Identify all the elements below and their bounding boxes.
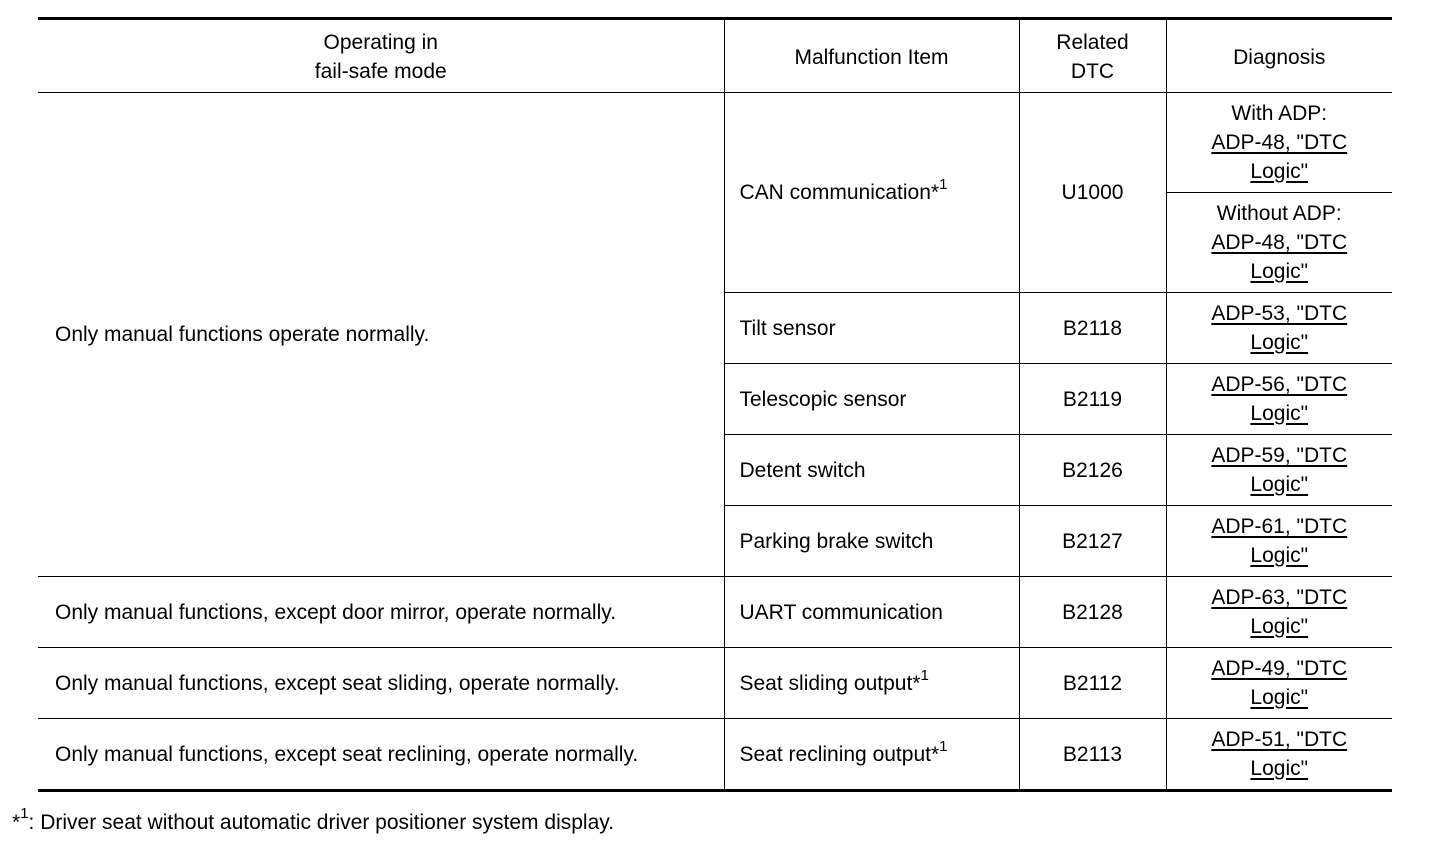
diagnosis-link[interactable] xyxy=(1211,654,1347,712)
diagnosis-cell xyxy=(1166,435,1392,506)
malfunction-item-cell xyxy=(724,719,1019,791)
diagnosis-link[interactable] xyxy=(1211,512,1347,570)
diagnosis-cell xyxy=(1166,193,1392,293)
table-row xyxy=(38,93,1392,193)
malfunction-item-text: Seat reclining output* xyxy=(739,742,940,766)
diagnosis-link-line1[interactable]: ADP-48, "DTC xyxy=(1211,131,1348,154)
diagnosis-link-line1[interactable]: ADP-49, "DTC xyxy=(1211,657,1348,680)
header-dtc-line1: Related xyxy=(1056,31,1129,54)
diagnosis-link-line2[interactable]: Logic" xyxy=(1250,160,1309,183)
diagnosis-link[interactable] xyxy=(1211,228,1347,286)
footnote-marker-sup: 1 xyxy=(20,805,29,822)
malfunction-item-cell: Telescopic sensor xyxy=(724,364,1019,435)
malfunction-item-cell: Detent switch xyxy=(724,435,1019,506)
diagnosis-link-line2[interactable]: Logic" xyxy=(1250,473,1309,496)
diagnosis-link-line1[interactable]: ADP-61, "DTC xyxy=(1211,515,1348,538)
fail-safe-mode-cell: Only manual functions operate normally. xyxy=(38,93,724,577)
diagnosis-cell xyxy=(1166,719,1392,791)
table-header-row xyxy=(38,19,1392,93)
diagnosis-link-line2[interactable]: Logic" xyxy=(1250,331,1309,354)
malfunction-item-text: Seat sliding output* xyxy=(739,671,921,695)
diagnosis-link-line1[interactable]: ADP-56, "DTC xyxy=(1211,373,1348,396)
footnote-ref-sup: 1 xyxy=(920,666,929,684)
footnote xyxy=(12,805,615,837)
malfunction-item-cell: Parking brake switch xyxy=(724,506,1019,577)
header-mode-line2: fail-safe mode xyxy=(314,60,447,83)
header-malfunction-item: Malfunction Item xyxy=(724,19,1019,93)
malfunction-item-cell: Tilt sensor xyxy=(724,293,1019,364)
header-dtc-line2: DTC xyxy=(1070,60,1115,83)
diagnosis-cell xyxy=(1166,577,1392,648)
diagnosis-cell xyxy=(1166,293,1392,364)
dtc-cell: B2126 xyxy=(1019,435,1166,506)
dtc-cell: B2119 xyxy=(1019,364,1166,435)
malfunction-item-cell xyxy=(724,648,1019,719)
table-row xyxy=(38,719,1392,791)
diagnosis-link-line1[interactable]: ADP-51, "DTC xyxy=(1211,728,1348,751)
dtc-cell: U1000 xyxy=(1019,93,1166,293)
diagnosis-link-line1[interactable]: ADP-59, "DTC xyxy=(1211,444,1348,467)
dtc-cell: B2118 xyxy=(1019,293,1166,364)
footnote-ref-sup: 1 xyxy=(939,737,948,755)
fail-safe-mode-cell: Only manual functions, except seat reclining, operate normally. xyxy=(38,719,724,791)
diagnosis-link-line2[interactable]: Logic" xyxy=(1250,615,1309,638)
diagnosis-link[interactable] xyxy=(1211,725,1347,783)
diagnosis-link-line2[interactable]: Logic" xyxy=(1250,544,1309,567)
diagnosis-link[interactable] xyxy=(1211,299,1347,357)
diagnosis-link-line1[interactable]: ADP-48, "DTC xyxy=(1211,231,1348,254)
malfunction-item-cell: UART communication xyxy=(724,577,1019,648)
fail-safe-mode-cell: Only manual functions, except seat sliding, operate normally. xyxy=(38,648,724,719)
diagnosis-link-line2[interactable]: Logic" xyxy=(1250,686,1309,709)
header-diagnosis: Diagnosis xyxy=(1166,19,1392,93)
diagnosis-prefix: With ADP: xyxy=(1231,102,1328,125)
diagnosis-cell xyxy=(1166,648,1392,719)
footnote-ref-sup: 1 xyxy=(939,176,948,193)
dtc-cell: B2128 xyxy=(1019,577,1166,648)
diagnosis-cell xyxy=(1166,506,1392,577)
diagnosis-link-line2[interactable]: Logic" xyxy=(1250,757,1309,780)
dtc-cell: B2127 xyxy=(1019,506,1166,577)
header-operating-mode xyxy=(38,19,724,93)
header-related-dtc xyxy=(1019,19,1166,93)
footnote-text: : Driver seat without automatic driver positioner system display. xyxy=(28,811,615,834)
diagnosis-link[interactable] xyxy=(1211,441,1347,499)
header-mode-line1: Operating in xyxy=(323,31,438,54)
malfunction-item-text: CAN communication* xyxy=(739,181,940,204)
diagnosis-link-line1[interactable]: ADP-63, "DTC xyxy=(1211,586,1348,609)
diagnosis-link[interactable] xyxy=(1211,128,1347,186)
diagnosis-cell xyxy=(1166,364,1392,435)
dtc-cell: B2112 xyxy=(1019,648,1166,719)
table-row xyxy=(38,648,1392,719)
fail-safe-table xyxy=(38,17,1392,792)
diagnosis-cell xyxy=(1166,93,1392,193)
diagnosis-link[interactable] xyxy=(1211,370,1347,428)
malfunction-item-cell xyxy=(724,93,1019,293)
footnote-marker: * xyxy=(12,811,21,834)
diagnosis-link-line2[interactable]: Logic" xyxy=(1250,402,1309,425)
diagnosis-link-line2[interactable]: Logic" xyxy=(1250,260,1309,283)
diagnosis-link-line1[interactable]: ADP-53, "DTC xyxy=(1211,302,1348,325)
diagnosis-link[interactable] xyxy=(1211,583,1347,641)
fail-safe-mode-cell: Only manual functions, except door mirror, operate normally. xyxy=(38,577,724,648)
table-row xyxy=(38,577,1392,648)
dtc-cell: B2113 xyxy=(1019,719,1166,791)
diagnosis-prefix: Without ADP: xyxy=(1216,202,1342,225)
